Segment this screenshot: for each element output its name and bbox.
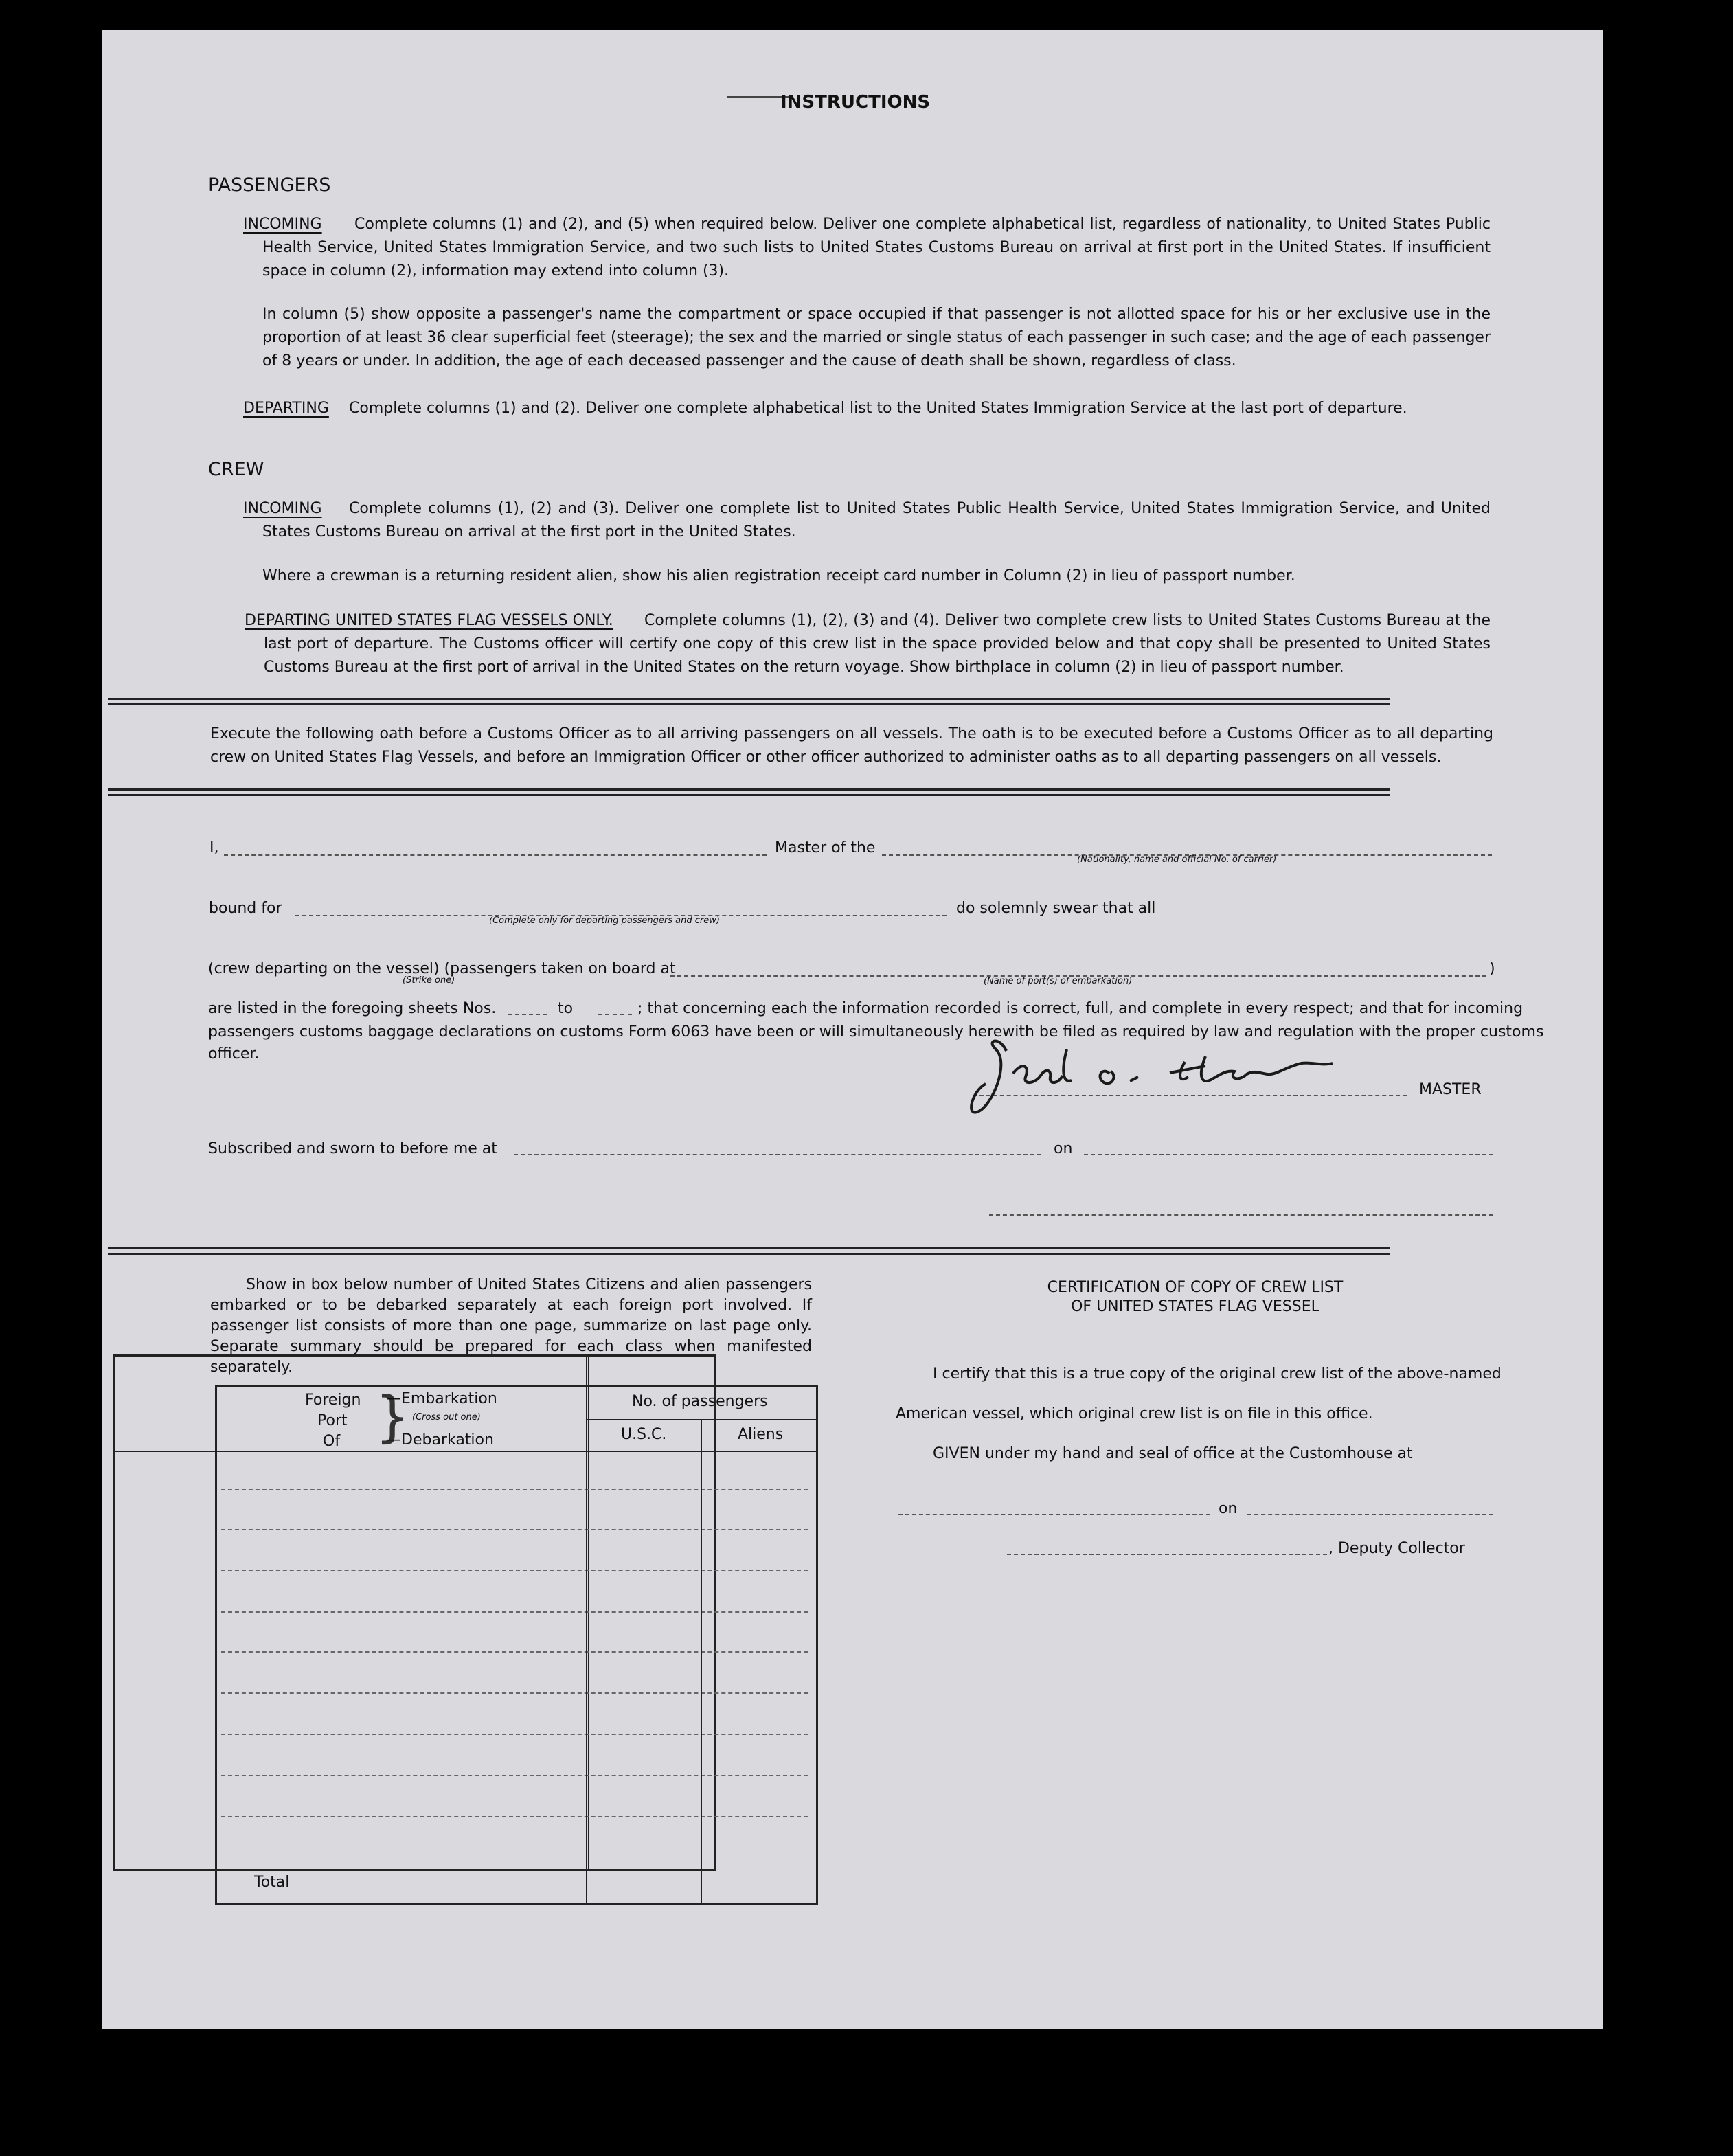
subscribed-date-field[interactable] (1084, 1154, 1493, 1155)
officer-line: officer. (208, 1045, 260, 1063)
crew-departing-label: DEPARTING UNITED STATES FLAG VESSELS ONLY. (245, 612, 613, 629)
passengers-heading: PASSENGERS (208, 174, 331, 196)
swear-text: do solemnly swear that all (956, 900, 1156, 917)
certification-on-label: on (1219, 1500, 1238, 1517)
page-title: INSTRUCTIONS (780, 92, 931, 113)
title-dash (727, 96, 789, 98)
aliens-header: Aliens (738, 1426, 784, 1443)
col-foreign: Foreign (305, 1392, 361, 1409)
crew-departing-text: Complete columns (1), (2), (3) and (4). Deliver two complete crew lists to United States Customs Bureau at the last port of departure. The Customs officer will certify one copy of this crew list in the space provided below and that copy shall be presented to United States Customs Bureau at the first port of arrival in the United States on the return voyage. Show birthplace in column (2) in lieu of passport number. (264, 612, 1491, 676)
oath-i-label: I, (209, 839, 219, 856)
section-divider (108, 698, 1390, 705)
brace-icon: } (375, 1385, 410, 1449)
passengers-column5-text: In column (5) show opposite a passenger's name the compartment or space occupied if that passenger is not allotted space for his or her exclusive use in the proportion of at least 36 clear superficial feet (steerage); the sex and the married or single status of each passenger in such case; and the age of each passenger of 8 years or under. In addition, the age of each deceased passenger and the cause of death shall be shown, regardless of class. (262, 306, 1491, 370)
sheet-from-field[interactable] (508, 1014, 547, 1015)
officer-signature-field[interactable] (989, 1214, 1493, 1216)
to-label: to (558, 1000, 574, 1017)
passengers-incoming-label: INCOMING (243, 216, 322, 233)
debarkation-option[interactable]: —Debarkation (386, 1431, 494, 1449)
certify-line-1: I certify that this is a true copy of the original crew list of the above-named (933, 1365, 1502, 1383)
crew-incoming-label: INCOMING (243, 500, 322, 517)
subscribed-on-label: on (1054, 1140, 1073, 1157)
carrier-note: (Nationality, name and official No. of carrier) (1077, 854, 1277, 865)
passengers-departing-label: DEPARTING (243, 400, 329, 417)
closing-paren: ) (1489, 960, 1495, 977)
bound-note: (Complete only for departing passengers and crew) (489, 916, 720, 926)
crew-departing-line: (crew departing on the vessel) (passengers taken on board at (208, 960, 676, 977)
certification-title-2: OF UNITED STATES FLAG VESSEL (1071, 1298, 1319, 1315)
cross-out-note: (Cross out one) (412, 1412, 481, 1422)
crew-resident-text: Where a crewman is a returning resident alien, show his alien registration receipt card number in Column (2) in lieu of passport number. (262, 567, 1295, 585)
strike-note: (Strike one) (403, 975, 455, 986)
total-label: Total (254, 1874, 290, 1891)
crew-incoming-text: Complete columns (1), (2) and (3). Deliver one complete list to United States Public Health Service, United States Immigration Service, and United States Customs Bureau on arrival at the first port in the United States. (262, 500, 1491, 541)
passengers-departing-text: Complete columns (1) and (2). Deliver one complete alphabetical list to the United States Immigration Service at the last port of departure. (349, 400, 1407, 417)
col-of: Of (323, 1433, 341, 1450)
sheet-to-field[interactable] (598, 1014, 632, 1015)
subscribed-place-field[interactable] (514, 1154, 1041, 1155)
summary-table-border (215, 1385, 818, 1905)
master-signature-icon (883, 1008, 1350, 1139)
col-port: Port (317, 1412, 348, 1429)
bound-for-label: bound for (209, 900, 282, 917)
master-of-label: Master of the (775, 839, 876, 856)
oath-divider (108, 788, 1390, 796)
certification-title-1: CERTIFICATION OF COPY OF CREW LIST (1047, 1279, 1344, 1296)
listed-rest: ; that concerning each the information recorded is correct, full, and complete in every respect; and that for incoming (637, 1000, 1524, 1017)
given-line: GIVEN under my hand and seal of office at the Customhouse at (933, 1445, 1413, 1462)
master-label: MASTER (1419, 1081, 1482, 1098)
certify-line-2: American vessel, which original crew list is on file in this office. (896, 1405, 1373, 1422)
summary-divider (108, 1247, 1390, 1255)
deputy-collector-label: , Deputy Collector (1328, 1540, 1465, 1557)
no-passengers-header: No. of passengers (632, 1393, 768, 1410)
embarkation-option[interactable]: —Embarkation (386, 1390, 497, 1407)
listed-prefix: are listed in the foregoing sheets Nos. (208, 1000, 497, 1017)
usc-header: U.S.C. (621, 1426, 667, 1443)
master-name-field[interactable] (224, 854, 767, 856)
deputy-signature-field[interactable] (1007, 1554, 1327, 1555)
passengers-incoming-text: Complete columns (1) and (2), and (5) when required below. Deliver one complete alphabetical list, regardless of nationality, to United States Public Health Service, United States Immigration Service, and two such lists to United States Customs Bureau on arrival at first port in the United States. If insufficient space in column (2), information may extend into column (3). (262, 216, 1491, 280)
customhouse-field[interactable] (898, 1514, 1210, 1515)
crew-heading: CREW (208, 459, 264, 480)
customs-line: passengers customs baggage declarations on customs Form 6063 have been or will simultaneously herewith be filed as required by law and regulation with the proper customs (208, 1023, 1544, 1041)
certification-date-field[interactable] (1247, 1514, 1493, 1515)
summary-instructions: Show in box below number of United States Citizens and alien passengers embarked or to be debarked separately at each foreign port involved. If passenger list consists of more than one page, summarize on last page only. Separate summary should be prepared for each class when manifested separately. (210, 1276, 812, 1376)
subscribed-label: Subscribed and sworn to before me at (208, 1140, 497, 1157)
oath-intro: Execute the following oath before a Customs Officer as to all arriving passengers on all vessels. The oath is to be executed before a Customs Officer as to all departing crew on United States Flag Vessels, and before an Immigration Officer or other officer authorized to administer oaths as to all departing passengers on all vessels. (210, 725, 1493, 766)
embarkation-note: (Name of port(s) of embarkation) (984, 976, 1133, 986)
